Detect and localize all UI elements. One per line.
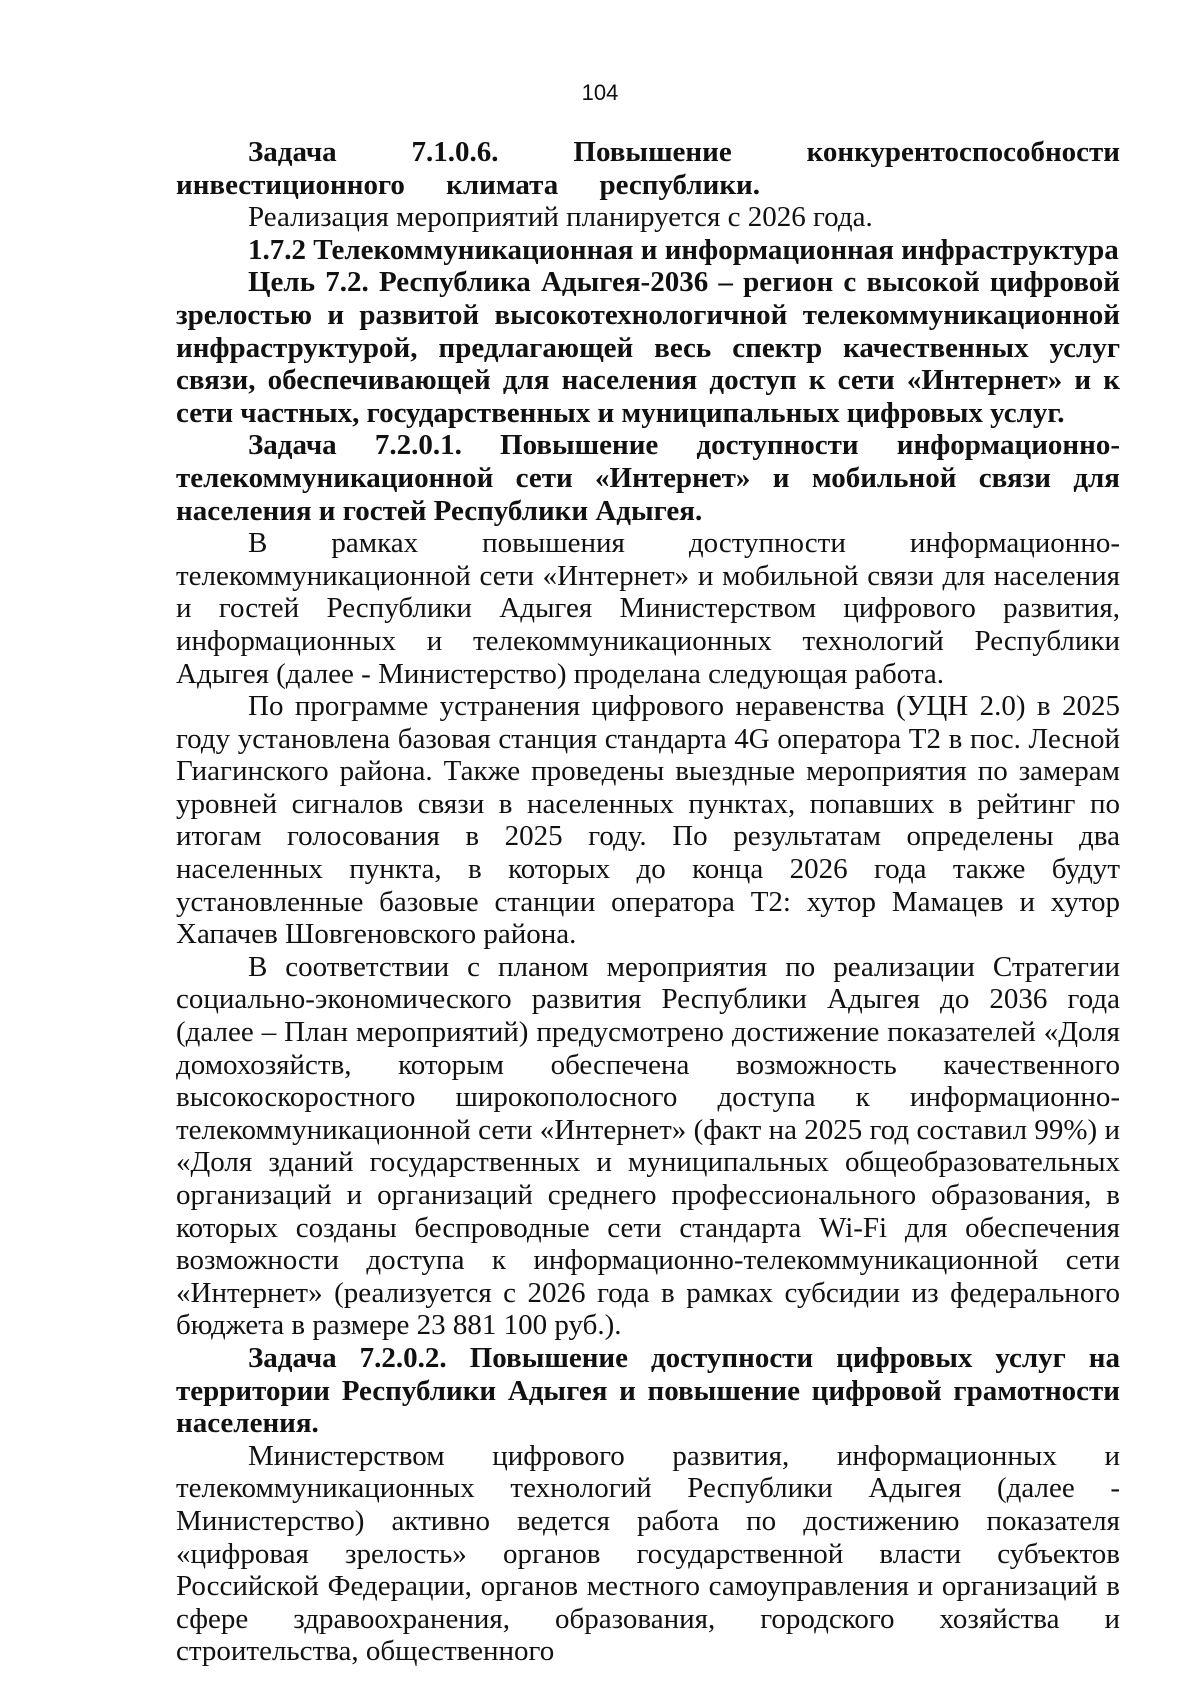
goal-heading-7-2: Цель 7.2. Республика Адыгея-2036 – регион с высокой цифровой зрелостью и развитой высокотехнологичной телекоммуникационной инфраструктурой, предлагающей весь спектр качественных услуг связи, обеспечивающей для населения доступ к сети «Интернет» и к сети частных, государственных и муниципальных цифровых услуг. [176,266,1120,429]
paragraph-ministry-work: В рамках повышения доступности информационно-телекоммуникационной сети «Интернет» и мобильной связи для населения и гостей Республики Адыгея Министерством цифрового развития, информационных и телекоммуникационных технологий Республики Адыгея (далее - Министерство) проделана следующая работа. [176,527,1120,690]
page-number: 104 [581,80,619,105]
task-heading-7-2-0-2: Задача 7.2.0.2. Повышение доступности цифровых услуг на территории Республики Адыгея и повышение цифровой грамотности населения. [176,1341,1120,1440]
section-heading-1-7-2: 1.7.2 Телекоммуникационная и информационная инфраструктура [248,233,1119,266]
task-heading-7-1-0-6: Задача 7.1.0.6. Повышение конкурентоспособности инвестиционного климата республики. [176,136,1120,201]
task-heading-7-2-0-1: Задача 7.2.0.1. Повышение доступности информационно-телекоммуникационной сети «Интернет» и мобильной связи для населения и гостей Республики Адыгея. [176,429,1120,527]
paragraph-digital-inequality-program: По программе устранения цифрового неравенства (УЦН 2.0) в 2025 году установлена базовая станция стандарта 4G оператора Т2 в пос. Лесной Гиагинского района. Также проведены выездные мероприятия по замерам уровней сигналов связи в населенных пунктах, попавших в рейтинг по итогам голосования в 2025 году. По результатам определены два населенных пункта, в которых до конца 2026 года также будут установленные базовые станции оператора Т2: хутор Мамацев и хутор Хапачев Шовгеновского района. [176,690,1120,951]
document-body [176,136,1120,1668]
paragraph-implementation-2026: Реализация мероприятий планируется с 2026 года. [248,201,873,234]
paragraph-digital-maturity: Министерством цифрового развития, информационных и телекоммуникационных технологий Республики Адыгея (далее - Министерство) активно ведется работа по достижению показателя «цифровая зрелость» органов государственной власти субъектов Российской Федерации, органов местного самоуправления и организаций в сфере здравоохранения, образования, городского хозяйства и строительства, общественного [176,1439,1120,1668]
paragraph-strategy-plan: В соответствии с планом мероприятия по реализации Стратегии социально-экономического развития Республики Адыгея до 2036 года (далее – План мероприятий) предусмотрено достижение показателей «Доля домохозяйств, которым обеспечена возможность качественного высокоскоростного широкополосного доступа к информационно-телекоммуникационной сети «Интернет» (факт на 2025 год составил 99%) и «Доля зданий государственных и муниципальных общеобразовательных организаций и организаций среднего профессионального образования, в которых созданы беспроводные сети стандарта Wi-Fi для обеспечения возможности доступа к информационно-телекоммуникационной сети «Интернет» (реализуется с 2026 года в рамках субсидии из федерального бюджета в размере 23 881 100 руб.). [176,950,1120,1342]
